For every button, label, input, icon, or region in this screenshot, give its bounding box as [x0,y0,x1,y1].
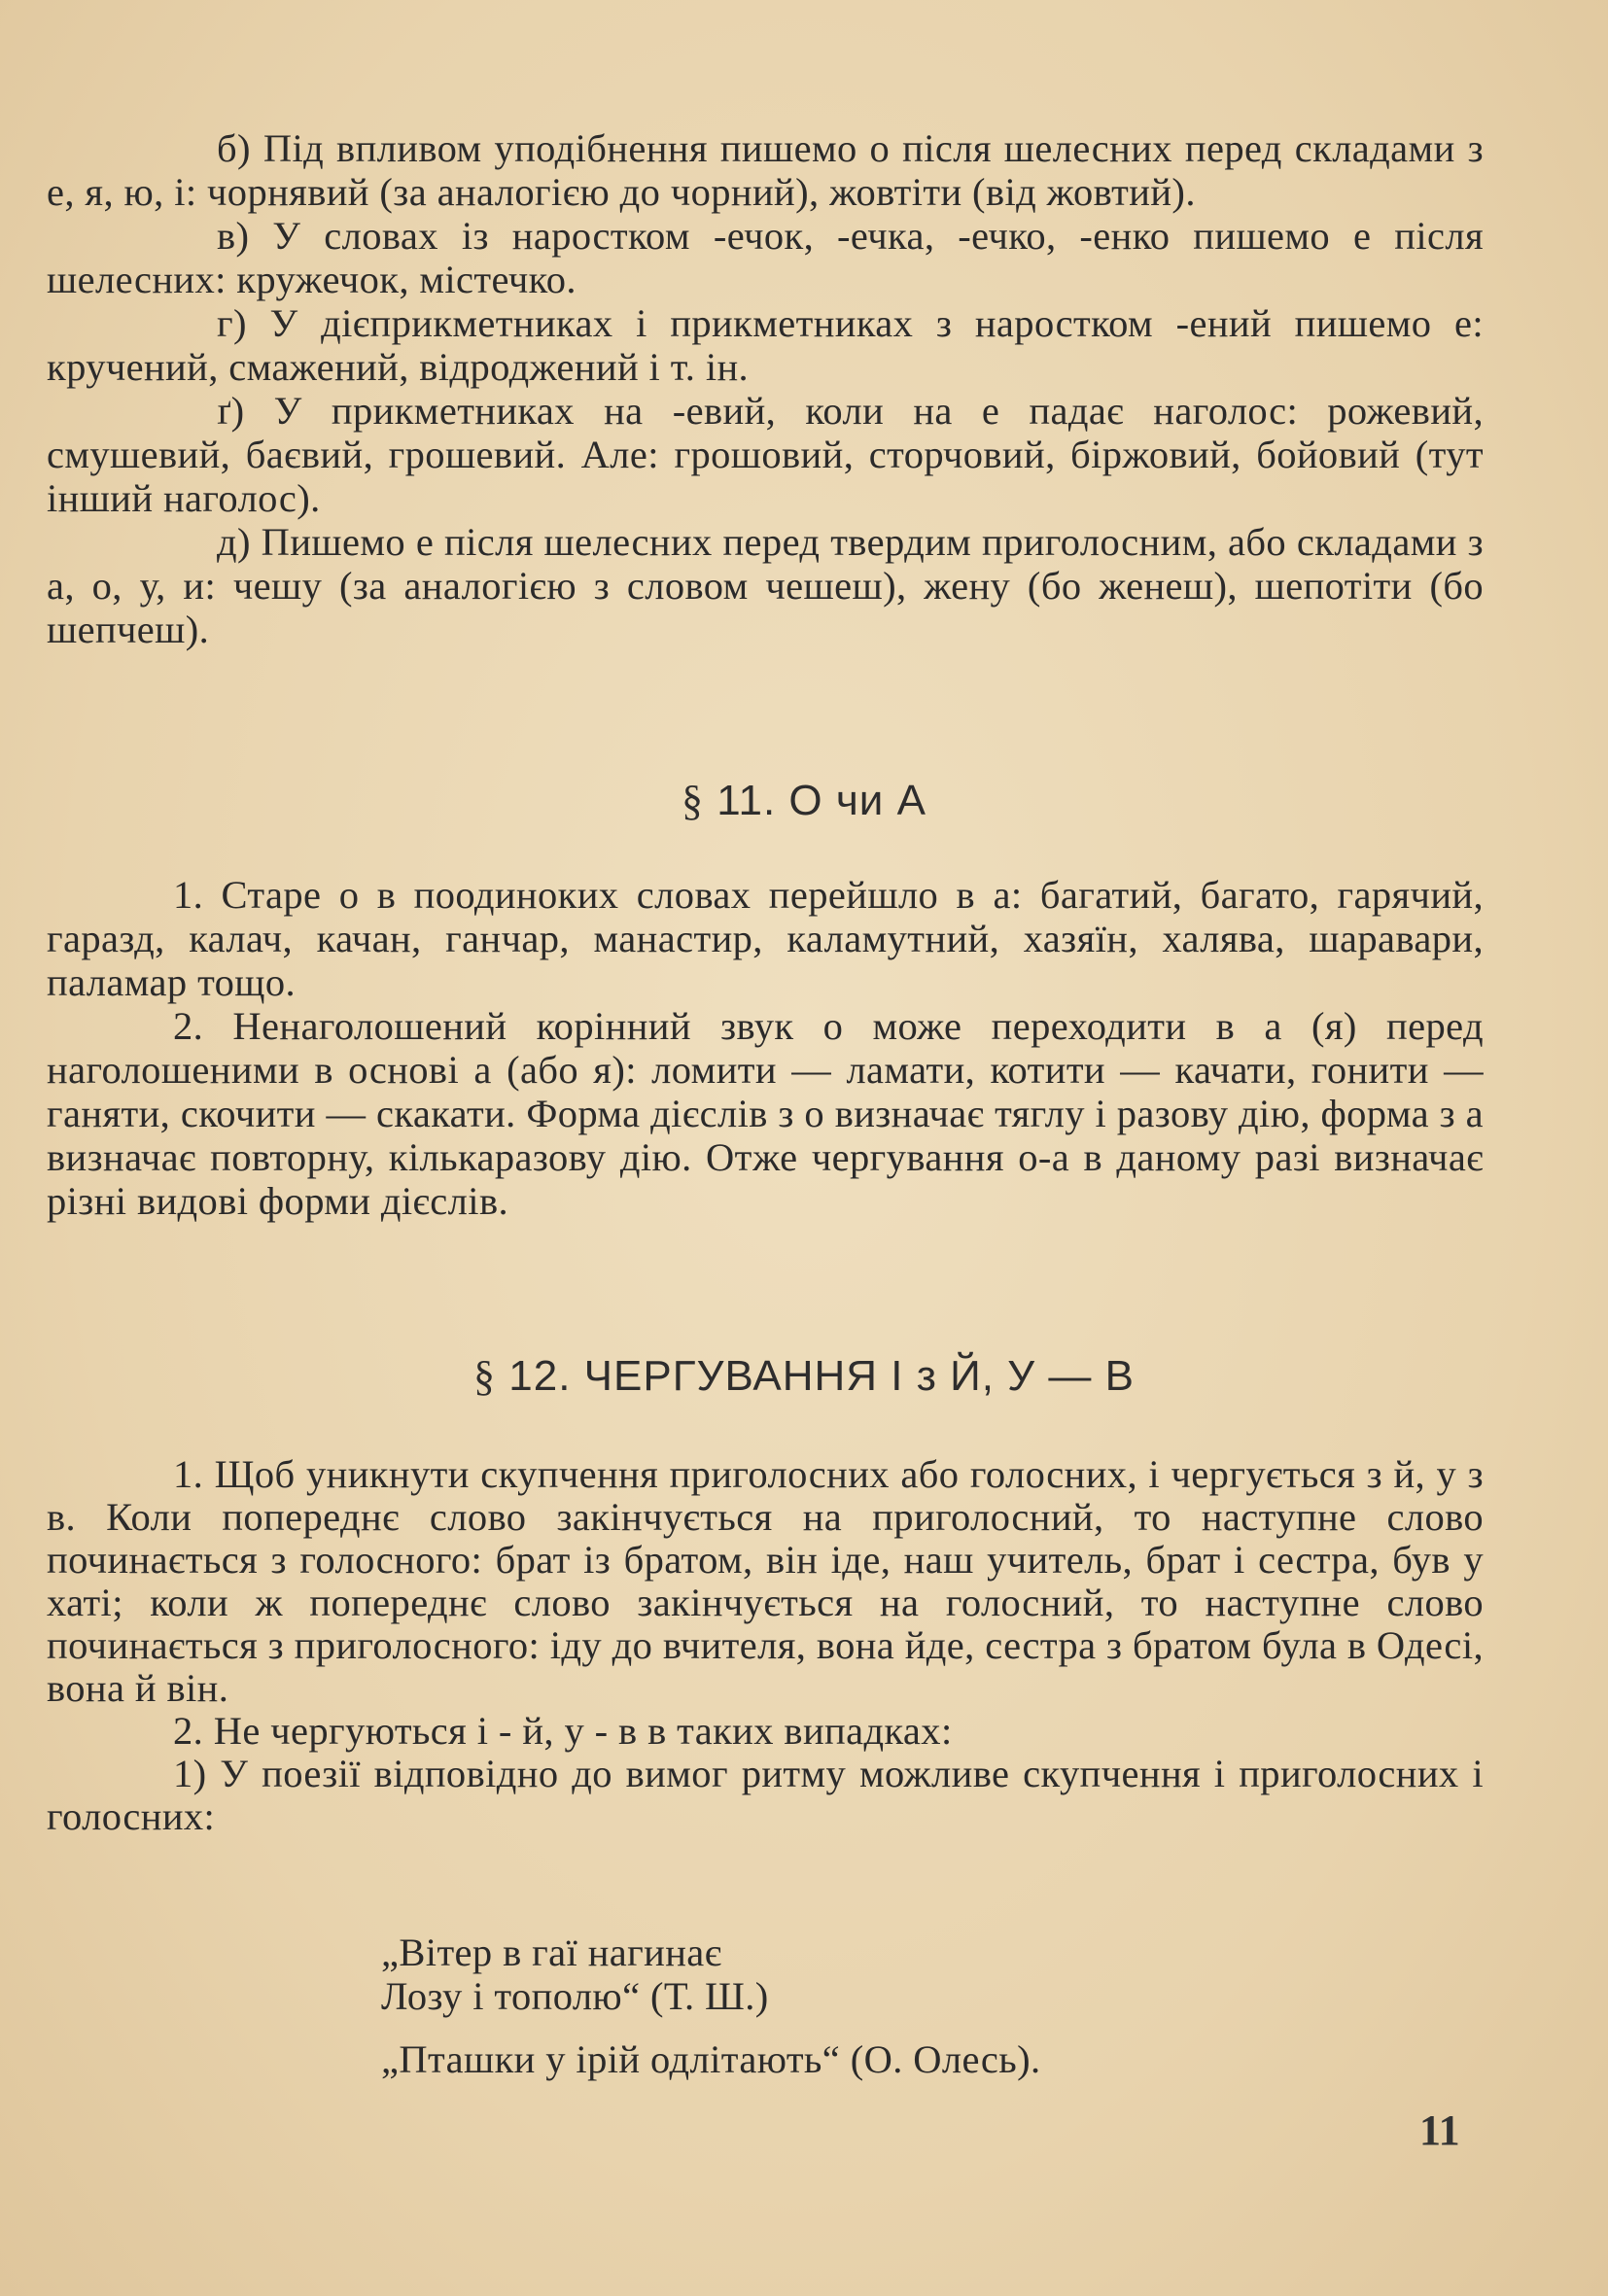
section-12-heading [0,1351,1608,1401]
rule-g: г) У дієприкметниках і прикметниках з наростком -ений пишемо е: кручений, смажений, відроджений і т. ін. [47,301,1484,389]
section-11-paragraph-2: 2. Ненаголошений корінний звук о може переходити в а (я) перед наголошеними в основі а (або я): ломити — ламати, котити — качати, гонити — ганяти, скочити — скакати. Форма дієслів з о визначає тяглу і разову дію, форма з а визначає повторну, кількаразову дію. Отже чергування о-а в даному разі визначає різні видові форми дієслів. [47,1004,1484,1223]
section-11-paragraph-1: 1. Старе о в поодиноких словах перейшло в а: багатий, багато, гарячий, гаразд, калач, качан, ганчар, манастир, каламутний, хазяїн, халява, шаравари, паламар тощо. [47,873,1484,1004]
section-12-paragraph-1: 1. Щоб уникнути скупчення приголосних або голосних, і чергується з й, у з в. Коли попереднє слово закінчується на приголосний, то наступне слово починається з голосного: брат із братом, він іде, наш учитель, брат і сестра, був у хаті; коли ж попереднє слово закінчується на голосний, то наступне слово починається з приголосного: іду до вчителя, вона йде, сестра з братом була в Одесі, вона й він. [47,1452,1484,1710]
poem-quote-shevchenko [381,1931,769,2018]
section-12-paragraph-2: 2. Не чергуються і - й, у - в в таких випадках: [173,1709,953,1753]
rule-ge: ґ) У прикметниках на -евий, коли на е падає наголос: рожевий, смушевий, баєвий, грошевий. Але: грошовий, сторчовий, біржовий, бойовий (тут інший наголос). [47,389,1484,520]
rule-b: б) Під впливом уподібнення пишемо о після шелесних перед складами з е, я, ю, і: чорнявий (за аналогією до чорний), жовтіти (від жовтий). [47,126,1484,214]
section-sign: § [473,1352,497,1400]
poem-quote-oles [381,2037,1041,2081]
orthography-rules-block [47,126,1484,651]
section-11-title: 11. О чи А [717,777,926,824]
quote-line-1: „Вітер в гаї нагинає [381,1931,722,1974]
quote-line-2: Лозу і тополю“ (Т. Ш.) [381,1974,769,2018]
rule-d: д) Пишемо е після шелесних перед твердим приголосним, або складами з а, о, у, и: чешу (за аналогією з словом чешеш), жену (бо женеш), шепотіти (бо шепчеш). [47,520,1484,651]
section-11-heading [0,776,1608,825]
quote-line: „Пташки у ірій одлітають“ (О. Олесь). [381,2037,1041,2081]
section-12-title: 12. ЧЕРГУВАННЯ І з Й, У — В [508,1352,1135,1400]
section-11-body [47,873,1484,1223]
rule-v: в) У словах із наростком -ечок, -ечка, -ечко, -енко пишемо е після шелесних: кружечок, містечко. [47,214,1484,301]
section-12-paragraph-3: 1) У поезії відповідно до вимог ритму можливе скупчення і приголосних і голосних: [47,1752,1484,1838]
section-sign: § [682,777,705,824]
page-number: 11 [1419,2106,1460,2154]
section-12-body [47,1453,1484,1838]
